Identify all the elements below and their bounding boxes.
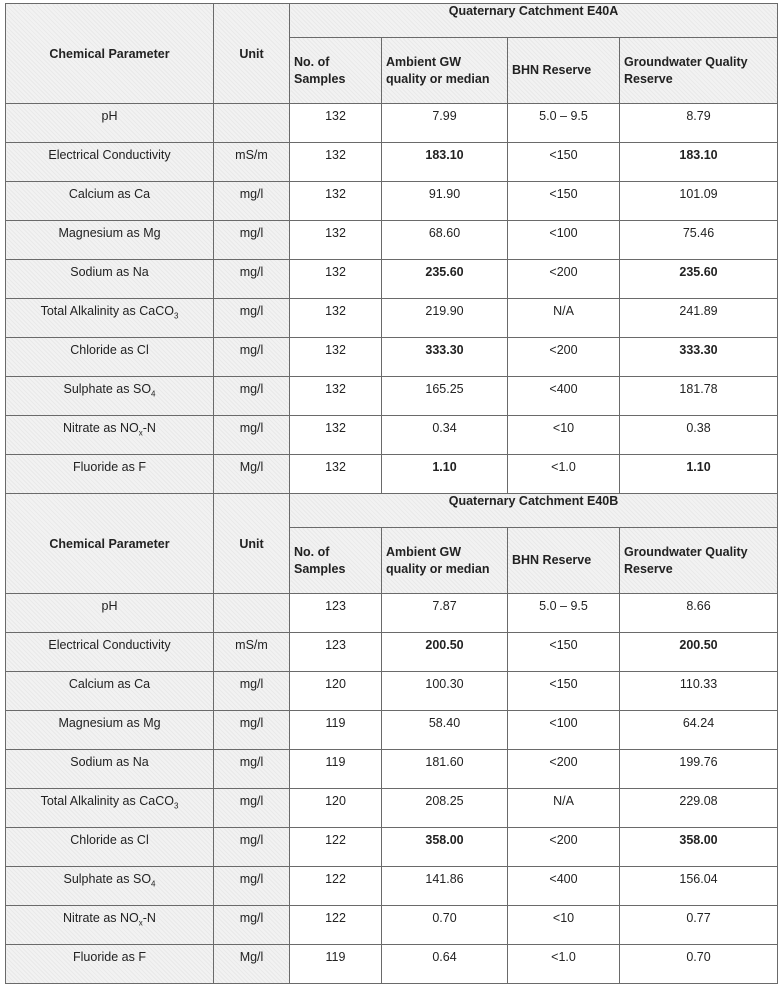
parameter-suffix: -N (142, 421, 156, 435)
gqr-cell: 358.00 (620, 828, 778, 867)
table-row (6, 906, 778, 945)
unit-cell (214, 594, 290, 633)
parameter-cell (6, 906, 214, 945)
table-row (6, 633, 778, 672)
column-header-unit: Unit (214, 4, 290, 104)
parameter-name: Electrical Conductivity (48, 638, 171, 652)
table-row (6, 338, 778, 377)
parameter-cell (6, 104, 214, 143)
parameter-name: Chloride as Cl (70, 833, 149, 847)
gqr-cell: 183.10 (620, 143, 778, 182)
table-row (6, 221, 778, 260)
bhn-reserve-cell: <100 (508, 711, 620, 750)
parameter-subscript: 3 (173, 801, 179, 811)
bhn-reserve-cell: <400 (508, 867, 620, 906)
unit-cell: mg/l (214, 672, 290, 711)
samples-cell: 123 (290, 633, 382, 672)
column-header-unit: Unit (214, 494, 290, 594)
bhn-reserve-cell: <10 (508, 906, 620, 945)
quality-table-body (6, 4, 778, 984)
ambient-cell: 7.87 (382, 594, 508, 633)
ambient-cell: 141.86 (382, 867, 508, 906)
table-row (6, 299, 778, 338)
parameter-cell (6, 143, 214, 182)
gqr-cell: 333.30 (620, 338, 778, 377)
samples-cell: 119 (290, 945, 382, 984)
parameter-name: Fluoride as F (73, 460, 146, 474)
catchment-title: Quaternary Catchment E40B (290, 494, 778, 528)
ambient-cell: 183.10 (382, 143, 508, 182)
parameter-name: Chloride as Cl (70, 343, 149, 357)
unit-cell: mg/l (214, 711, 290, 750)
unit-cell: Mg/l (214, 455, 290, 494)
gqr-cell: 1.10 (620, 455, 778, 494)
parameter-name: Nitrate as NO (63, 911, 139, 925)
unit-cell: mg/l (214, 789, 290, 828)
table-row (6, 104, 778, 143)
unit-cell: mg/l (214, 377, 290, 416)
parameter-name: Sulphate as SO (63, 872, 152, 886)
ambient-cell: 235.60 (382, 260, 508, 299)
parameter-cell (6, 711, 214, 750)
gqr-cell: 0.77 (620, 906, 778, 945)
parameter-name: pH (101, 599, 118, 613)
gqr-cell: 181.78 (620, 377, 778, 416)
gqr-cell: 0.70 (620, 945, 778, 984)
gqr-cell: 0.38 (620, 416, 778, 455)
parameter-subscript: 4 (151, 389, 156, 399)
bhn-reserve-cell: <150 (508, 633, 620, 672)
parameter-cell (6, 867, 214, 906)
parameter-name: Total Alkalinity as CaCO (40, 794, 174, 808)
ambient-cell: 7.99 (382, 104, 508, 143)
samples-cell: 122 (290, 906, 382, 945)
parameter-name: Electrical Conductivity (48, 148, 171, 162)
bhn-reserve-cell: N/A (508, 789, 620, 828)
parameter-name: Magnesium as Mg (58, 716, 161, 730)
column-header-ambient: Ambient GW quality or median (382, 38, 508, 104)
parameter-name: Total Alkalinity as CaCO (40, 304, 174, 318)
table-row (6, 828, 778, 867)
samples-cell: 120 (290, 672, 382, 711)
gqr-cell: 101.09 (620, 182, 778, 221)
table-row (6, 416, 778, 455)
column-header-samples: No. of Samples (290, 38, 382, 104)
bhn-reserve-cell: <10 (508, 416, 620, 455)
column-header-gqr: Groundwater Quality Reserve (620, 528, 778, 594)
ambient-cell: 200.50 (382, 633, 508, 672)
samples-cell: 123 (290, 594, 382, 633)
column-header-ambient: Ambient GW quality or median (382, 528, 508, 594)
quality-table (5, 3, 778, 984)
table-row (6, 182, 778, 221)
gqr-cell: 110.33 (620, 672, 778, 711)
parameter-name: Sodium as Na (70, 265, 149, 279)
parameter-cell (6, 182, 214, 221)
table-row (6, 455, 778, 494)
ambient-cell: 58.40 (382, 711, 508, 750)
column-header-gqr: Groundwater Quality Reserve (620, 38, 778, 104)
unit-cell: mg/l (214, 299, 290, 338)
parameter-name: Calcium as Ca (68, 677, 151, 691)
bhn-reserve-cell: <1.0 (508, 945, 620, 984)
table-row (6, 711, 778, 750)
header-row (6, 4, 778, 38)
gqr-cell: 199.76 (620, 750, 778, 789)
parameter-cell (6, 455, 214, 494)
ambient-cell: 68.60 (382, 221, 508, 260)
gqr-cell: 200.50 (620, 633, 778, 672)
parameter-name: Sodium as Na (70, 755, 149, 769)
bhn-reserve-cell: 5.0 – 9.5 (508, 594, 620, 633)
bhn-reserve-cell: <150 (508, 143, 620, 182)
samples-cell: 120 (290, 789, 382, 828)
parameter-suffix: -N (142, 911, 156, 925)
gqr-cell: 235.60 (620, 260, 778, 299)
parameter-cell (6, 260, 214, 299)
samples-cell: 132 (290, 182, 382, 221)
bhn-reserve-cell: N/A (508, 299, 620, 338)
parameter-subscript: 4 (151, 879, 156, 889)
ambient-cell: 208.25 (382, 789, 508, 828)
samples-cell: 132 (290, 260, 382, 299)
samples-cell: 122 (290, 828, 382, 867)
table-row (6, 789, 778, 828)
ambient-cell: 91.90 (382, 182, 508, 221)
parameter-cell (6, 789, 214, 828)
parameter-name: pH (101, 109, 118, 123)
unit-cell: mS/m (214, 633, 290, 672)
bhn-reserve-cell: <200 (508, 828, 620, 867)
ambient-cell: 219.90 (382, 299, 508, 338)
bhn-reserve-cell: <1.0 (508, 455, 620, 494)
parameter-cell (6, 338, 214, 377)
bhn-reserve-cell: <200 (508, 338, 620, 377)
parameter-cell (6, 299, 214, 338)
column-header-bhn: BHN Reserve (508, 528, 620, 594)
header-row (6, 494, 778, 528)
ambient-cell: 181.60 (382, 750, 508, 789)
parameter-name: Magnesium as Mg (58, 226, 161, 240)
gqr-cell: 229.08 (620, 789, 778, 828)
unit-cell: mg/l (214, 416, 290, 455)
parameter-cell (6, 221, 214, 260)
unit-cell: Mg/l (214, 945, 290, 984)
water-quality-document (5, 3, 777, 984)
parameter-name: Sulphate as SO (63, 382, 152, 396)
catchment-title: Quaternary Catchment E40A (290, 4, 778, 38)
column-header-bhn: BHN Reserve (508, 38, 620, 104)
unit-cell: mg/l (214, 260, 290, 299)
unit-cell: mg/l (214, 867, 290, 906)
gqr-cell: 241.89 (620, 299, 778, 338)
samples-cell: 132 (290, 416, 382, 455)
gqr-cell: 8.66 (620, 594, 778, 633)
samples-cell: 132 (290, 377, 382, 416)
bhn-reserve-cell: <150 (508, 672, 620, 711)
parameter-cell (6, 672, 214, 711)
samples-cell: 132 (290, 143, 382, 182)
unit-cell: mg/l (214, 750, 290, 789)
gqr-cell: 156.04 (620, 867, 778, 906)
gqr-cell: 64.24 (620, 711, 778, 750)
bhn-reserve-cell: <200 (508, 750, 620, 789)
ambient-cell: 0.64 (382, 945, 508, 984)
bhn-reserve-cell: <100 (508, 221, 620, 260)
table-row (6, 750, 778, 789)
parameter-subscript: x (138, 918, 143, 928)
gqr-cell: 75.46 (620, 221, 778, 260)
parameter-cell (6, 828, 214, 867)
bhn-reserve-cell: <200 (508, 260, 620, 299)
parameter-name: Calcium as Ca (68, 187, 151, 201)
parameter-cell (6, 750, 214, 789)
parameter-cell (6, 633, 214, 672)
samples-cell: 132 (290, 338, 382, 377)
parameter-name: Nitrate as NO (63, 421, 139, 435)
unit-cell: mg/l (214, 828, 290, 867)
column-header-parameter: Chemical Parameter (6, 494, 214, 594)
parameter-cell (6, 594, 214, 633)
table-row (6, 594, 778, 633)
table-row (6, 945, 778, 984)
gqr-cell: 8.79 (620, 104, 778, 143)
ambient-cell: 100.30 (382, 672, 508, 711)
samples-cell: 122 (290, 867, 382, 906)
column-header-samples: No. of Samples (290, 528, 382, 594)
unit-cell: mg/l (214, 906, 290, 945)
table-row (6, 867, 778, 906)
ambient-cell: 165.25 (382, 377, 508, 416)
table-row (6, 143, 778, 182)
ambient-cell: 0.34 (382, 416, 508, 455)
bhn-reserve-cell: <400 (508, 377, 620, 416)
unit-cell: mg/l (214, 338, 290, 377)
samples-cell: 132 (290, 104, 382, 143)
bhn-reserve-cell: 5.0 – 9.5 (508, 104, 620, 143)
parameter-name: Fluoride as F (73, 950, 146, 964)
unit-cell: mS/m (214, 143, 290, 182)
column-header-parameter: Chemical Parameter (6, 4, 214, 104)
table-row (6, 260, 778, 299)
parameter-cell (6, 377, 214, 416)
table-row (6, 672, 778, 711)
samples-cell: 119 (290, 711, 382, 750)
parameter-cell (6, 416, 214, 455)
unit-cell: mg/l (214, 182, 290, 221)
ambient-cell: 1.10 (382, 455, 508, 494)
samples-cell: 132 (290, 455, 382, 494)
parameter-subscript: x (138, 428, 143, 438)
samples-cell: 119 (290, 750, 382, 789)
ambient-cell: 333.30 (382, 338, 508, 377)
parameter-subscript: 3 (173, 311, 179, 321)
unit-cell: mg/l (214, 221, 290, 260)
samples-cell: 132 (290, 299, 382, 338)
bhn-reserve-cell: <150 (508, 182, 620, 221)
ambient-cell: 0.70 (382, 906, 508, 945)
samples-cell: 132 (290, 221, 382, 260)
table-row (6, 377, 778, 416)
parameter-cell (6, 945, 214, 984)
ambient-cell: 358.00 (382, 828, 508, 867)
unit-cell (214, 104, 290, 143)
